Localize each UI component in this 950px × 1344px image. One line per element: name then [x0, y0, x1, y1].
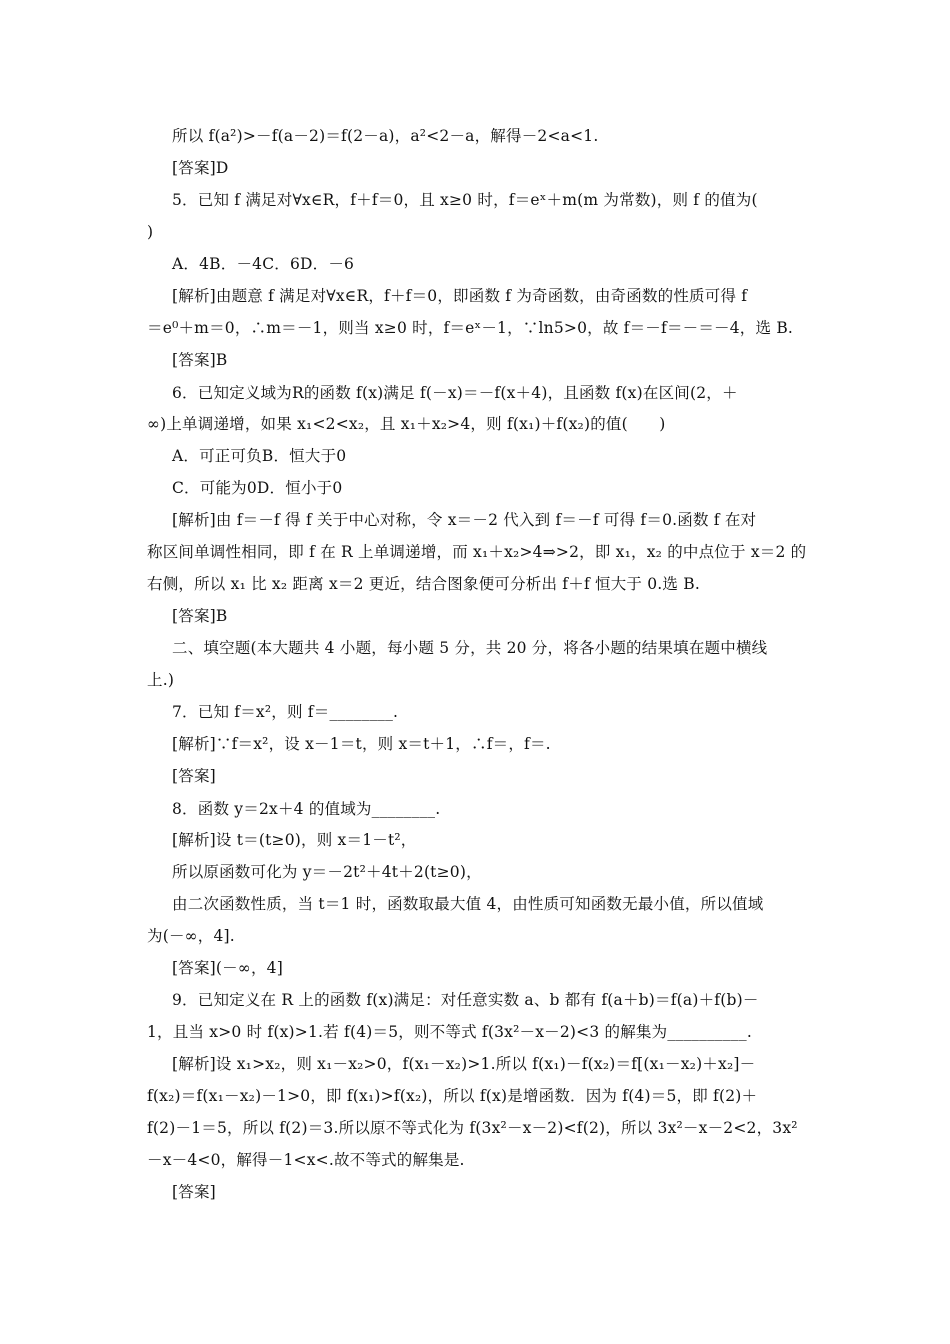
- text-line: ∞)上单调递增，如果 x₁<2<x₂，且 x₁＋x₂>4，则 f(x₁)＋f(x₂)的值( ): [147, 415, 666, 433]
- text-line: f(x₂)＝f(x₁－x₂)－1>0，即 f(x₁)>f(x₂)，所以 f(x)是增函数．因为 f(4)＝5，即 f(2)＋: [147, 1087, 758, 1105]
- text-line: f(2)－1＝5，所以 f(2)＝3.所以原不等式化为 f(3x²－x－2)<f(2)，所以 3x²－x－2<2，3x²: [147, 1119, 798, 1137]
- text-line: 1，且当 x>0 时 f(x)>1.若 f(4)＝5，则不等式 f(3x²－x－2)<3 的解集为__________.: [147, 1023, 752, 1041]
- answer-line: [答案](－∞，4]: [172, 959, 283, 977]
- analysis-line: [解析]由题意 f 满足对∀x∈R，f＋f＝0，即函数 f 为奇函数，由奇函数的性质可得 f: [172, 287, 748, 305]
- analysis-line: [解析]∵f＝x²，设 x－1＝t，则 x＝t＋1，∴f＝，f＝.: [172, 735, 551, 753]
- answer-line: [答案]: [172, 767, 216, 785]
- text-line: 上.): [147, 671, 175, 689]
- text-line: 所以原函数可化为 y＝－2t²＋4t＋2(t≥0)，: [172, 863, 482, 881]
- question-8: 8．函数 y＝2x＋4 的值域为________.: [172, 800, 441, 818]
- question-6: 6．已知定义域为R的函数 f(x)满足 f(－x)＝－f(x＋4)，且函数 f(x)在区间(2，＋: [172, 384, 738, 402]
- text-line: ＝e⁰＋m＝0，∴m＝－1，则当 x≥0 时，f＝eˣ－1，∵ln5>0，故 f＝－f＝－＝－4，选 B.: [147, 319, 794, 337]
- question-7: 7．已知 f＝x²，则 f＝________.: [172, 703, 399, 721]
- answer-line: [答案]D: [172, 159, 229, 177]
- question-5: 5．已知 f 满足对∀x∈R，f＋f＝0，且 x≥0 时，f＝eˣ＋m(m 为常数)，则 f 的值为(: [172, 191, 758, 209]
- text-line: －x－4<0，解得－1<x<.故不等式的解集是.: [147, 1151, 465, 1169]
- text-line: 为(－∞，4].: [147, 927, 235, 945]
- section-heading: 二、填空题(本大题共 4 小题，每小题 5 分，共 20 分，将各小题的结果填在题中横线: [172, 639, 768, 657]
- text-line: 称区间单调性相同，即 f 在 R 上单调递增，而 x₁＋x₂>4⇒>2，即 x₁，x₂ 的中点位于 x＝2 的: [147, 543, 807, 561]
- analysis-line: [解析]设 x₁>x₂，则 x₁－x₂>0，f(x₁－x₂)>1.所以 f(x₁)－f(x₂)＝f[(x₁－x₂)＋x₂]－: [172, 1055, 756, 1073]
- answer-line: [答案]B: [172, 607, 228, 625]
- options-line: A．可正可负B．恒大于0: [172, 447, 347, 465]
- analysis-line: [解析]由 f＝－f 得 f 关于中心对称，令 x＝－2 代入到 f＝－f 可得 f＝0.函数 f 在对: [172, 511, 757, 529]
- answer-line: [答案]B: [172, 351, 228, 369]
- options-line: C．可能为0D．恒小于0: [172, 479, 343, 497]
- text-line: 所以 f(a²)>－f(a－2)＝f(2－a)，a²<2－a，解得－2<a<1.: [172, 127, 599, 145]
- options-line: A．4B．－4C．6D．－6: [172, 255, 355, 273]
- analysis-line: [解析]设 t＝(t≥0)，则 x＝1－t²，: [172, 831, 417, 849]
- text-line: 右侧，所以 x₁ 比 x₂ 距离 x＝2 更近，结合图象便可分析出 f＋f 恒大于 0.选 B.: [147, 575, 700, 593]
- question-9: 9．已知定义在 R 上的函数 f(x)满足：对任意实数 a、b 都有 f(a＋b)＝f(a)＋f(b)－: [172, 991, 759, 1009]
- answer-line: [答案]: [172, 1183, 216, 1201]
- text-line: 由二次函数性质，当 t＝1 时，函数取最大值 4，由性质可知函数无最小值，所以值域: [172, 895, 764, 913]
- text-line: ): [147, 223, 154, 241]
